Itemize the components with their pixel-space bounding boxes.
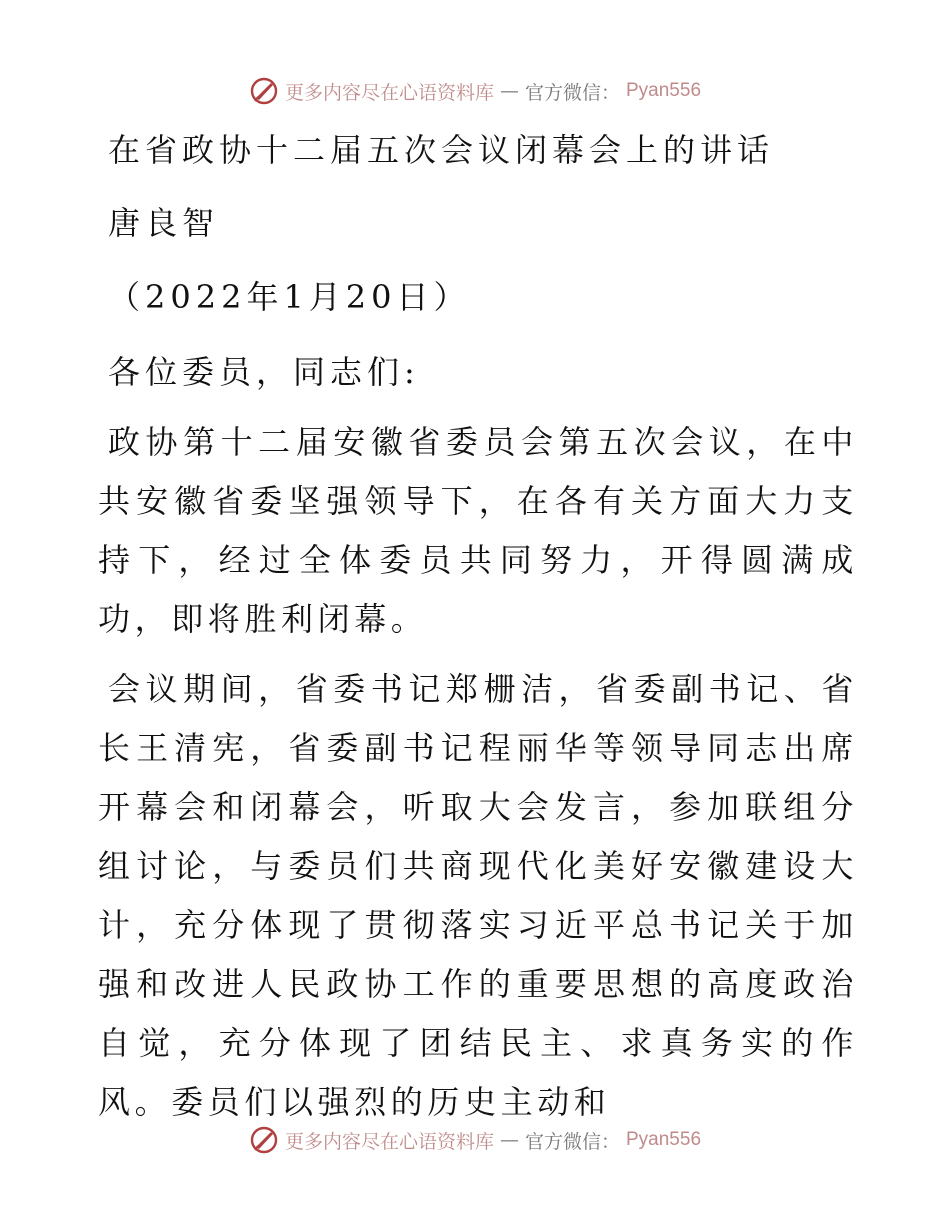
- watermark-wechat-label: 官方微信：: [524, 1130, 620, 1153]
- footer-watermark: [0, 1121, 950, 1159]
- watermark-wechat-label: 官方微信：: [524, 81, 620, 104]
- document-title: 在省政协十二届五次会议闭幕会上的讲话: [108, 131, 775, 169]
- watermark-text: 更多内容尽在心语资料库: [284, 1130, 494, 1153]
- document-author: 唐良智: [108, 204, 220, 242]
- document-date: （2022年1月20日）: [108, 278, 471, 316]
- watermark-separator: —: [499, 1129, 519, 1151]
- header-watermark: [0, 72, 950, 110]
- watermark-text: 更多内容尽在心语资料库: [284, 81, 494, 104]
- paragraph-1: 政协第十二届安徽省委员会第五次会议，在中共安徽省委坚强领导下，在各有关方面大力支持下，经过全体委员共同努力，开得圆满成功，即将胜利闭幕。: [98, 423, 858, 638]
- document-salutation: 各位委员，同志们:: [108, 353, 420, 391]
- quill-logo-icon: [249, 76, 279, 106]
- watermark-wechat-id: Pyan556: [626, 80, 702, 101]
- paragraph-2: 会议期间，省委书记郑栅洁，省委副书记、省长王清宪，省委副书记程丽华等领导同志出席开幕会和闭幕会，听取大会发言，参加联组分组讨论，与委员们共商现代化美好安徽建设大计，充分体现了贯彻落实习近平总书记关于加强和改进人民政协工作的重要思想的高度政治自觉，充分体现了团结民主、求真务实的作风。委员们以强烈的历史主动和: [98, 670, 858, 1121]
- quill-logo-icon: [249, 1125, 279, 1155]
- watermark-wechat-id: Pyan556: [626, 1129, 702, 1150]
- watermark-separator: —: [499, 80, 519, 102]
